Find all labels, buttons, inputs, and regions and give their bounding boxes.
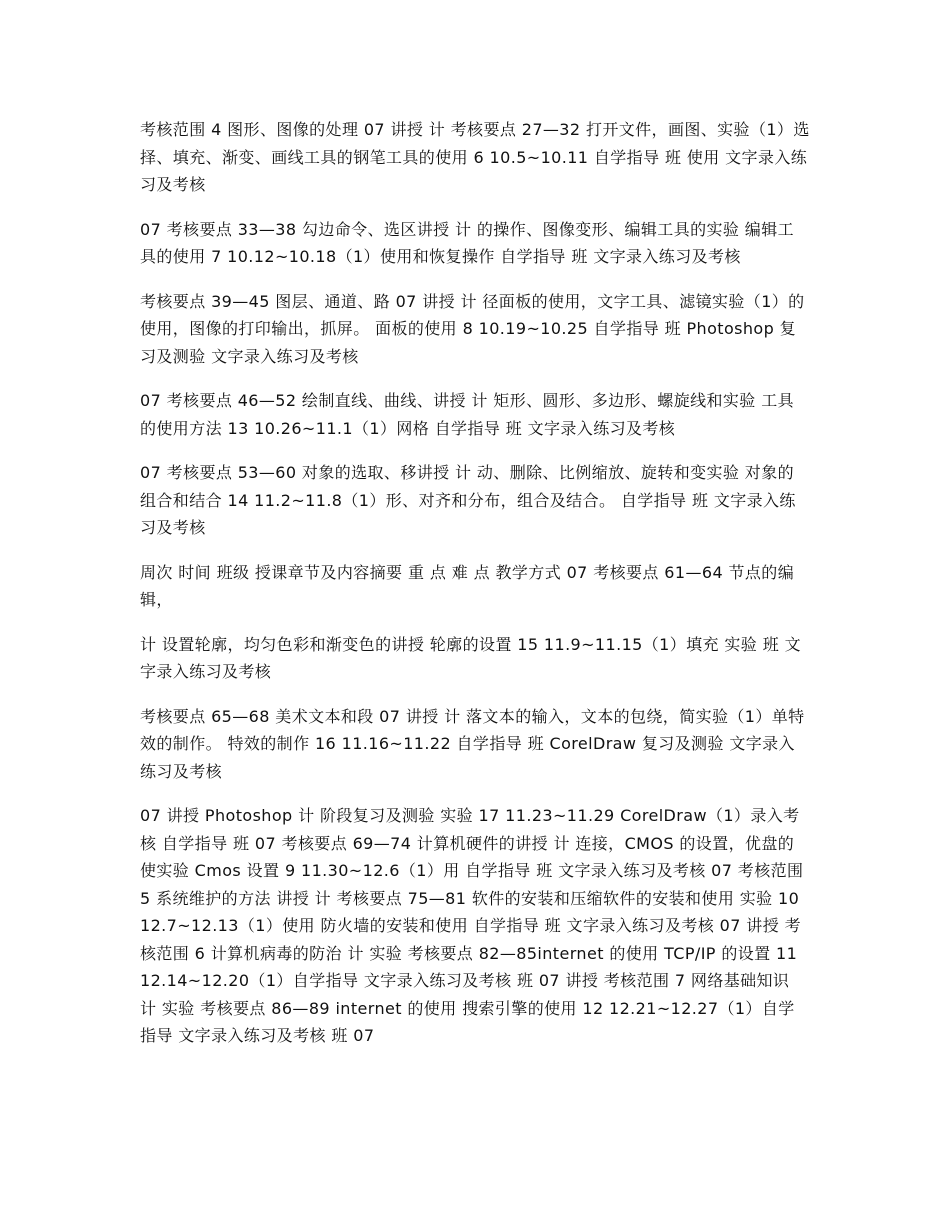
paragraph-1: 考核范围 4 图形、图像的处理 07 讲授 计 考核要点 27—32 打开文件，画图、实验（1）选择、填充、渐变、画线工具的钢笔工具的使用 6 10.5~10.11 自学指导 班 使用 文字录入练习及考核	[140, 120, 810, 194]
paragraph-3: 考核要点 39—45 图层、通道、路 07 讲授 计 径面板的使用，文字工具、滤镜实验（1）的使用，图像的打印输出，抓屏。 面板的使用 8 10.19~10.25 自学指导 班 Photoshop 复习及测验 文字录入练习及考核	[140, 291, 805, 366]
paragraph-6: 周次 时间 班级 授课章节及内容摘要 重 点 难 点 教学方式 07 考核要点 61—64 节点的编辑，	[140, 562, 795, 609]
paragraph-4: 07 考核要点 46—52 绘制直线、曲线、讲授 计 矩形、圆形、多边形、螺旋线和实验 工具的使用方法 13 10.26~11.1（1）网格 自学指导 班 文字录入练习及考核	[140, 391, 794, 438]
paragraph-7: 计 设置轮廓，均匀色彩和渐变色的讲授 轮廓的设置 15 11.9~11.15（1）填充 实验 班 文字录入练习及考核	[140, 634, 801, 681]
paragraph-5: 07 考核要点 53—60 对象的选取、移讲授 计 动、删除、比例缩放、旋转和变实验 对象的组合和结合 14 11.2~11.8（1）形、对齐和分布，组合及结合。 自学指导 班 文字录入练习及考核	[140, 463, 796, 537]
paragraph-8: 考核要点 65—68 美术文本和段 07 讲授 计 落文本的输入，文本的包绕，简实验（1）单特效的制作。 特效的制作 16 11.16~11.22 自学指导 班 CorelDraw 复习及测验 文字录入练习及考核	[140, 706, 805, 781]
paragraph-9: 07 讲授 Photoshop 计 阶段复习及测验 实验 17 11.23~11.29 CorelDraw（1）录入考核 自学指导 班 07 考核要点 69—74 计算机硬件的讲授 计 连接，CMOS 的设置，优盘的使实验 Cmos 设置 9 11.30~12.6（1）用 自学指导 班 文字录入练习及考核 07 考核范围 5 系统维护的方法 讲授 计 考核要点 75—81 软件的安装和压缩软件的安装和使用 实验 10 12.7~12.13（1）使用 防火墙的安装和使用 自学指导 班 文字录入练习及考核 07 讲授 考核范围 6 计算机病毒的防治 计 实验 考核要点 82—85internet 的使用 TCP/IP 的设置 11 12.14~12.20（1）自学指导 文字录入练习及考核 班 07 讲授 考核范围 7 网络基础知识 计 实验 考核要点 86—89 internet 的使用 搜索引擎的使用 12 12.21~12.27（1）自学指导 文字录入练习及考核 班 07	[140, 806, 804, 1045]
paragraph-2: 07 考核要点 33—38 勾边命令、选区讲授 计 的操作、图像变形、编辑工具的实验 编辑工具的使用 7 10.12~10.18（1）使用和恢复操作 自学指导 班 文字录入练习及考核	[140, 219, 794, 266]
document-body	[140, 116, 810, 1067]
